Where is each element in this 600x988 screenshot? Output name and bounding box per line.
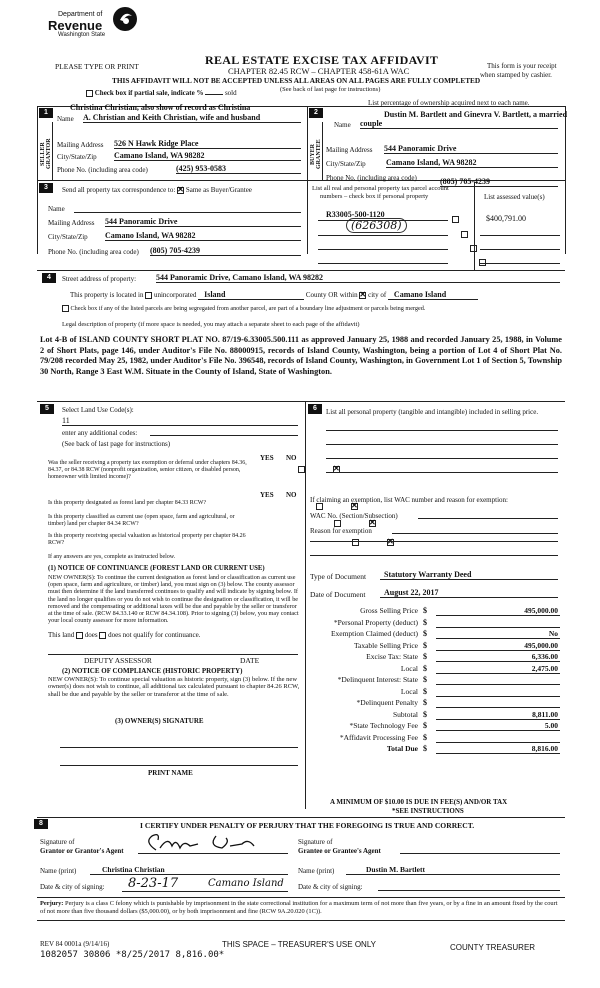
county-field[interactable]: Island (198, 290, 304, 300)
tax-row-label: Excise Tax: State (366, 652, 418, 661)
grantor-city-handwritten: Camano Island (208, 878, 284, 889)
cashier-stamp: 1082057 30806 *8/25/2017 8,816.00* (40, 950, 225, 960)
city-of-label: city of (368, 291, 387, 299)
tax-row-dollar: $ (423, 721, 427, 730)
see-back-label: (See back of last page for instructions) (62, 440, 171, 448)
section-8-marker: 8 (34, 819, 48, 829)
q-historic-yes[interactable] (352, 539, 359, 546)
dept-line1: Department of (58, 11, 103, 18)
buyer-name-label: Name (334, 121, 351, 129)
correspondence-label (62, 186, 252, 194)
buyer-phone-label: Phone No. (including area code) (326, 174, 417, 182)
partial-sale-checkbox[interactable] (86, 90, 93, 97)
street-field[interactable]: 544 Panoramic Drive, Camano Island, WA 98282 (156, 273, 560, 283)
buyer-mailing-field[interactable]: 544 Panoramic Drive (384, 144, 558, 154)
unincorporated-checkbox[interactable] (145, 292, 152, 299)
tax-row-value[interactable] (436, 675, 560, 685)
section-5-marker: 5 (40, 404, 54, 414)
parcel-number: R33005-500-1120 (326, 210, 385, 219)
no-header-1: NO (286, 454, 297, 462)
tax-row-dollar: $ (423, 675, 427, 684)
doc-type-label: Type of Document (310, 572, 367, 581)
buyer-side-label: BUYER GRANTEE (310, 139, 322, 169)
corr-name-field[interactable] (74, 203, 301, 213)
form-title: REAL ESTATE EXCISE TAX AFFIDAVIT (205, 53, 439, 67)
partial-sale-percent[interactable] (205, 94, 223, 95)
tax-row-dollar: $ (423, 618, 427, 627)
parcels-label-1: List all real and personal property tax parcel account (312, 185, 449, 192)
section-4-marker: 4 (42, 273, 56, 283)
segregated-checkbox[interactable] (62, 305, 69, 312)
minimum-note: A MINIMUM OF $10.00 IS DUE IN FEE(S) AND/OR TAX (330, 798, 508, 806)
grantor-name-field[interactable]: Christina Christian (90, 865, 288, 875)
additional-codes-field[interactable] (150, 427, 298, 436)
corr-phone-field[interactable]: (805) 705-4239 (150, 246, 301, 256)
buyer-phone-field[interactable]: (805) 705-4239 (440, 177, 558, 187)
assessed-value: $400,791.00 (486, 214, 526, 223)
tax-row-label: *Delinquent Interest: State (337, 675, 418, 684)
grantor-date-label: Date & city of signing: (40, 883, 105, 891)
tax-row-label: Taxable Selling Price (353, 641, 418, 650)
owner-sig-label: (3) OWNER(S) SIGNATURE (115, 717, 204, 725)
reason-label: Reason for exemption (310, 527, 372, 535)
parcel-row-1[interactable] (318, 220, 448, 221)
treasurer-space: THIS SPACE – TREASURER'S USE ONLY (222, 940, 377, 949)
street-label: Street address of property: (62, 275, 137, 283)
correspondence-text: Send all property tax correspondence to: (62, 186, 176, 194)
dept-line3: Washington State (58, 32, 106, 38)
legal-note: Legal description of property (if more space is needed, you may attach a separate sheet to each page of the affidavit) (62, 321, 360, 328)
q-historic-no[interactable] (387, 539, 394, 546)
buyer-name-field[interactable]: couple (360, 119, 558, 129)
seller-name-field[interactable]: A. Christian and Keith Christian, wife and husband (83, 113, 301, 123)
value-row-3[interactable] (480, 249, 560, 250)
tax-row-value[interactable]: 5.00 (436, 721, 560, 731)
reason-line-3[interactable] (310, 555, 558, 556)
wac-field[interactable] (418, 510, 558, 519)
buyer-name-line1: Dustin M. Bartlett and Ginevra V. Bartlett, a married (384, 110, 568, 119)
q-current-use-no[interactable] (369, 520, 376, 527)
grantee-sig-label2: Grantee or Grantee's Agent (298, 847, 381, 855)
tax-row-label: *State Technology Fee (349, 721, 418, 730)
grantor-sig-label1: Signature of (40, 838, 75, 846)
parcel-2-personal-checkbox[interactable] (461, 231, 468, 238)
corr-phone-label: Phone No. (including area code) (48, 248, 139, 256)
this-land-label: This land (48, 631, 75, 639)
reason-field[interactable] (392, 525, 558, 534)
tax-row-value[interactable] (436, 687, 560, 697)
value-row-2[interactable] (480, 235, 560, 236)
unincorporated-label: unincorporated (153, 291, 197, 299)
tax-row-label: Local (400, 687, 418, 696)
seller-phone-field[interactable]: (425) 953-0583 (176, 164, 301, 174)
segregated-label: Check box if any of the listed parcels are being segregated from another parcel, are part of a boundary line adjustment or parcels being merged. (70, 305, 426, 312)
grantor-signature-field[interactable] (138, 832, 288, 854)
warning: THIS AFFIDAVIT WILL NOT BE ACCEPTED UNLESS ALL AREAS ON ALL PAGES ARE FULLY COMPLETED (112, 76, 481, 85)
additional-codes-label: enter any additional codes: (62, 429, 138, 437)
does-checkbox[interactable] (76, 632, 83, 639)
seller-city-field[interactable]: Camano Island, WA 98282 (114, 151, 301, 161)
parcel-1-personal-checkbox[interactable] (452, 216, 459, 223)
grantee-signature-field[interactable] (400, 840, 560, 854)
tax-row-value[interactable] (436, 733, 560, 743)
located-row (70, 290, 478, 300)
tax-row-value[interactable]: 6,336.00 (436, 652, 560, 662)
seller-phone-label: Phone No. (including area code) (57, 166, 148, 174)
seller-side-label: SELLER GRANTOR (40, 138, 52, 170)
tax-row-dollar: $ (423, 687, 427, 696)
personal-property-line-2[interactable] (326, 444, 558, 445)
receipt-note-2: when stamped by cashier. (480, 71, 552, 79)
tax-row-dollar: $ (423, 629, 427, 638)
grantee-sig-label1: Signature of (298, 838, 333, 846)
parcel-handwritten: (626308) (346, 218, 407, 233)
personal-property-line-3[interactable] (326, 458, 558, 459)
tax-row-value[interactable] (436, 618, 560, 628)
seller-mailing-field[interactable]: 526 N Hawk Ridge Place (114, 139, 301, 149)
personal-property-label: List all personal property (tangible and intangible) included in selling price. (326, 408, 539, 416)
deputy-date-label: DATE (240, 656, 260, 665)
q-current-use: Is this property classified as current use (open space, farm and agricultural, or timber) land per chapter 84.34 RCW? (48, 514, 235, 527)
reason-line-2[interactable] (310, 541, 558, 542)
notice2-text: NEW OWNER(S): To continue special valuation as historic property, sign (3) below. If the new owner(s) does not wish to continue, all additional tax calculated pursuant to chapter 84.26 RCW, shall be due and payable by the seller or transferor at the time of sale. (48, 676, 300, 698)
tax-row-value[interactable]: 8,811.00 (436, 710, 560, 720)
personal-property-line-4[interactable] (326, 472, 558, 473)
grantee-name-label: Name (print) (298, 867, 335, 875)
corr-mailing-label: Mailing Address (48, 219, 95, 227)
seller-mailing-label: Mailing Address (57, 141, 104, 149)
q-current-use-yes[interactable] (334, 520, 341, 527)
receipt-note-1: This form is your receipt (487, 62, 557, 70)
dor-swirl-icon (112, 6, 138, 32)
grantor-name-label: Name (print) (40, 867, 77, 875)
buyer-city-label: City/State/Zip (326, 160, 366, 168)
deputy-assessor-label: DEPUTY ASSESSOR (84, 656, 152, 665)
tax-row-label: Gross Selling Price (360, 606, 418, 615)
ownership-note: List percentage of ownership acquired next to each name. (368, 99, 530, 107)
segregated-row (62, 305, 425, 312)
yes-header-1: YES (260, 454, 274, 462)
assessed-label: List assessed value(s) (484, 193, 545, 201)
grantor-sig-label2: Grantor or Grantor's Agent (40, 847, 124, 855)
parcels-label-2: numbers – check box if personal property (320, 193, 429, 200)
notice1-text: NEW OWNER(S): To continue the current designation as forest land or classification as current use (open space, farm and agriculture, or timber) land, you must sign on (3) below. The county assessor must then determine if the land transferred continues to qualify and will indicate by signing below. If the land no longer qualifies or you do not wish to continue the designation or classification, it will be removed and the compensating or additional taxes will be due and payable by the seller or transferor at the time of sale. (RCW 84.33.140 or RCW 84.34.108). Prior to signing (3) below, you may contact your local county assessor for more information. (48, 574, 299, 625)
tax-row-dollar: $ (423, 606, 427, 615)
grantee-date-label: Date & city of signing: (298, 883, 363, 891)
dept-line2: Revenue (48, 18, 103, 33)
tax-row-dollar: $ (423, 652, 427, 661)
buyer-mailing-label: Mailing Address (326, 146, 373, 154)
corr-mailing-field[interactable]: 544 Panoramic Drive (105, 217, 301, 227)
personal-property-line-1[interactable] (326, 430, 558, 431)
tax-row-label: Local (400, 664, 418, 673)
tax-row-value[interactable] (436, 698, 560, 708)
land-use-code-field[interactable]: 11 (62, 416, 298, 426)
tax-row-dollar: $ (423, 698, 427, 707)
section-2-marker: 2 (309, 108, 323, 118)
certify-statement: I CERTIFY UNDER PENALTY OF PERJURY THAT THE FOREGOING IS TRUE AND CORRECT. (140, 821, 475, 830)
section-3-marker: 3 (39, 183, 53, 193)
tax-row-value[interactable]: No (436, 629, 560, 639)
does-label: does (84, 631, 98, 639)
parcel-row-4[interactable] (318, 263, 448, 264)
tax-row-dollar: $ (423, 641, 427, 650)
grantor-date-field[interactable] (122, 876, 288, 892)
partial-sale-label: Check box if partial sale, indicate % (94, 89, 204, 97)
q-exemption: Was the seller receiving a property tax exemption or deferral under chapters 84.36, 84.37, or 84.38 RCW (nonprofit organization, senior citizen, or disabled person, homeowner with limited income)? (48, 460, 247, 480)
form-subtitle: CHAPTER 82.45 RCW – CHAPTER 458-61A WAC (228, 66, 410, 76)
notice1-title: (1) NOTICE OF CONTINUANCE (FOREST LAND OR CURRENT USE) (48, 565, 265, 572)
perjury-label: Perjury: (40, 900, 64, 907)
exemption-label: If claiming an exemption, list WAC number and reason for exemption: (310, 496, 508, 504)
doc-date-label: Date of Document (310, 590, 366, 599)
located-label: This property is located in (70, 291, 144, 299)
corr-city-field[interactable]: Camano Island, WA 98282 (105, 231, 301, 241)
tax-row-dollar: $ (423, 744, 427, 753)
tax-row-label: Total Due (386, 744, 418, 753)
seller-city-label: City/State/Zip (57, 153, 97, 161)
tax-row-label: Subtotal (392, 710, 418, 719)
same-as-buyer-checkbox[interactable] (177, 187, 184, 194)
tax-row-dollar: $ (423, 710, 427, 719)
tax-row-value[interactable]: 495,000.00 (436, 641, 560, 651)
parcel-row-2[interactable] (318, 235, 448, 236)
continuance-row (48, 631, 200, 639)
tax-row-value[interactable]: 2,475.00 (436, 664, 560, 674)
yes-header-2: YES (260, 491, 274, 499)
city-checkbox[interactable] (359, 292, 366, 299)
tax-row-label: *Personal Property (deduct) (333, 618, 418, 627)
wac-label: WAC No. (Section/Subsection) (310, 512, 398, 520)
perjury-text: Perjury is a class C felony which is punishable by imprisonment in the state correctional institution for a maximum term of not more than five years, or by a fine in an amount fixed by the court of not more than five thousand dollars ($5,000.00), or by both imprisonment and fine (RCW 9A.20.020 (1C)). (40, 900, 558, 915)
instructions-note: (See back of last page for instructions) (280, 86, 381, 93)
tax-row-value[interactable]: 495,000.00 (436, 606, 560, 616)
seller-name-line1: Christina Christian, also show of record as Christina (70, 103, 251, 112)
same-as-buyer-label: Same as Buyer/Grantee (185, 186, 252, 194)
corr-name-label: Name (48, 205, 65, 213)
land-use-label: Select Land Use Code(s): (62, 406, 134, 414)
grantee-name-field[interactable]: Dustin M. Bartlett (346, 865, 560, 875)
grantee-date-field[interactable] (378, 881, 560, 891)
tax-row-label: *Affidavit Processing Fee (339, 733, 418, 742)
perjury-note (40, 900, 562, 916)
notice2-title: (2) NOTICE OF COMPLIANCE (HISTORIC PROPERTY) (62, 667, 243, 675)
dor-logo (36, 6, 146, 42)
tax-row-dollar: $ (423, 664, 427, 673)
doc-type-field[interactable]: Statutory Warranty Deed (380, 570, 558, 580)
section-6-marker: 6 (308, 404, 322, 414)
buyer-city-field[interactable]: Camano Island, WA 98282 (386, 158, 558, 168)
grantor-date-handwritten: 8-23-17 (128, 876, 179, 891)
no-header-2: NO (286, 491, 297, 499)
q-historic: Is this property receiving special valuation as historical property per chapter 84.26 RCW? (48, 533, 246, 546)
sold-label: sold (224, 89, 237, 97)
tax-row-dollar: $ (423, 733, 427, 742)
county-treasurer: COUNTY TREASURER (450, 943, 536, 952)
doc-date-field[interactable]: August 22, 2017 (380, 588, 558, 598)
print-note: PLEASE TYPE OR PRINT (55, 62, 139, 71)
parcel-3-personal-checkbox[interactable] (470, 245, 477, 252)
city-field[interactable]: Camano Island (388, 290, 478, 300)
legal-description: Lot 4-B of ISLAND COUNTY SHORT PLAT NO. 87/19-6.33005.500.111 as approved January 25, 1988 and recorded January 25, 1988, in Volume 2 of Short Plats, page 146, under Auditor's File No. 88000915, records of Island County, Washington, being a portion of Lot 4 of Short Plat No. 79/208 recorded May 25, 1982, under Auditor's File No. 396548, records of Island County, Washington, in Government Lot 1 of Section 5, Township 30 North, Range 3 East W.M. Situate in the County of Island, State of Washington. (40, 335, 562, 376)
tax-row-label: *Delinquent Penalty (356, 698, 418, 707)
tax-row-value[interactable]: 8,816.00 (436, 744, 560, 754)
value-row-4[interactable] (480, 263, 560, 264)
see-instructions: *SEE INSTRUCTIONS (392, 807, 464, 815)
tax-row-label: Exemption Claimed (deduct) (330, 629, 418, 638)
seller-name-label: Name (57, 115, 74, 123)
parcel-row-3[interactable] (318, 249, 448, 250)
does-not-label: does not qualify for continuance. (108, 631, 201, 639)
partial-sale (86, 89, 237, 97)
section-1-marker: 1 (39, 108, 53, 118)
does-not-checkbox[interactable] (99, 632, 106, 639)
if-yes-note: If any answers are yes, complete as instructed below. (48, 554, 176, 560)
county-or-label: County OR within (305, 291, 358, 299)
print-name-field[interactable] (60, 752, 298, 766)
rev-number: REV 84 0001a (9/14/16) (40, 940, 110, 948)
q-exemption-yes[interactable] (298, 466, 305, 473)
q-forest: Is this property designated as forest land per chapter 84.33 RCW? (48, 500, 207, 506)
print-name-label: PRINT NAME (148, 769, 193, 777)
owner-sig-field[interactable] (60, 728, 298, 748)
corr-city-label: City/State/Zip (48, 233, 88, 241)
grantor-signature-icon (138, 832, 288, 854)
